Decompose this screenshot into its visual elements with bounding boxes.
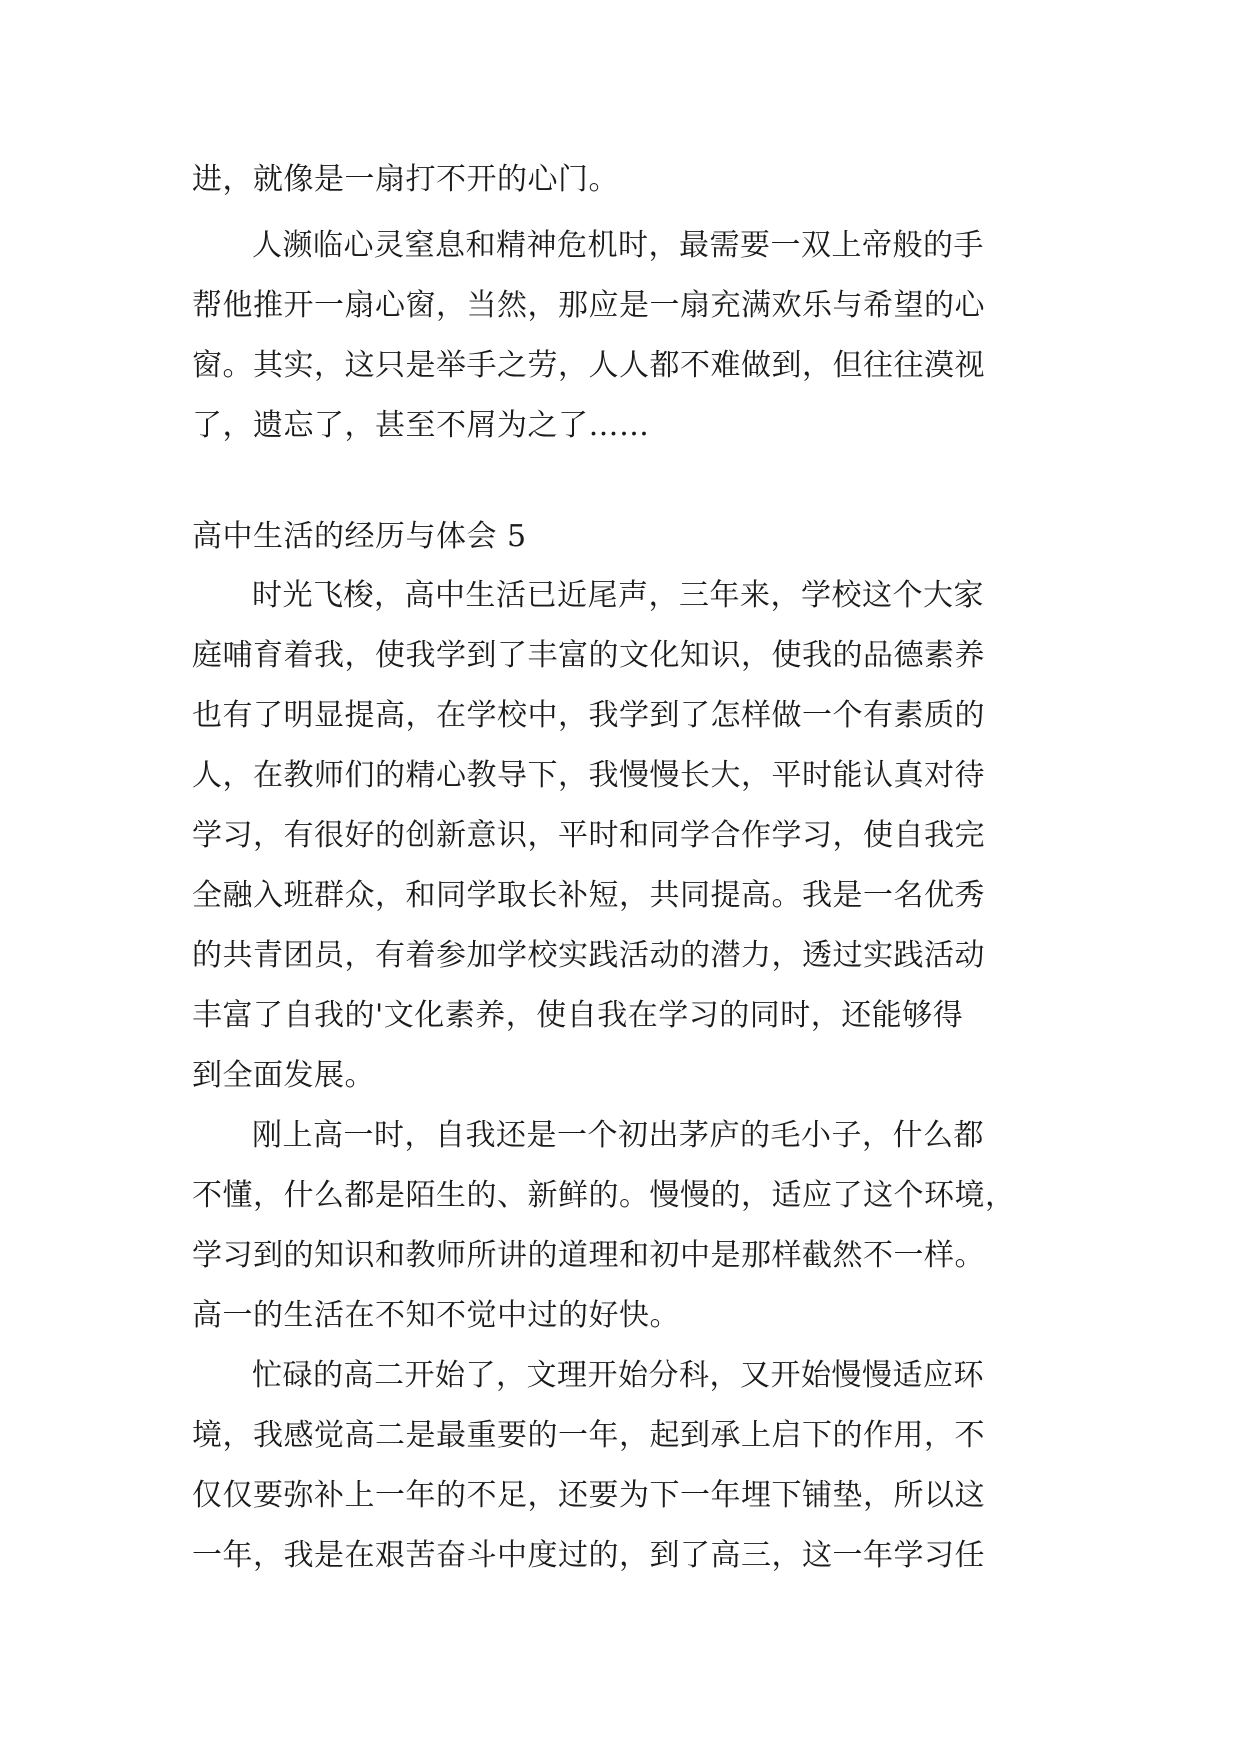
text-line: 进，就像是一扇打不开的心门。 — [192, 162, 619, 197]
paragraph-start: 人濒临心灵窒息和精神危机时，最需要一双上帝般的手 — [252, 228, 984, 263]
text-line: 学习到的知识和教师所讲的道理和初中是那样截然不一样。 — [192, 1238, 985, 1273]
text-line: 不懂，什么都是陌生的、新鲜的。慢慢的，适应了这个环境， — [192, 1178, 1016, 1213]
text-line: 学习，有很好的创新意识，平时和同学合作学习，使自我完 — [192, 818, 985, 853]
section-heading: 高中生活的经历与体会 5 — [192, 519, 527, 554]
text-line: 到全面发展。 — [192, 1058, 375, 1093]
paragraph-start: 忙碌的高二开始了，文理开始分科，又开始慢慢适应环 — [252, 1358, 984, 1393]
text-line: 丰富了自我的'文化素养，使自我在学习的同时，还能够得 — [192, 998, 964, 1033]
text-line: 全融入班群众，和同学取长补短，共同提高。我是一名优秀 — [192, 878, 985, 913]
text-line: 人，在教师们的精心教导下，我慢慢长大，平时能认真对待 — [192, 758, 985, 793]
text-line: 窗。其实，这只是举手之劳，人人都不难做到，但往往漠视 — [192, 348, 985, 383]
text-line: 也有了明显提高，在学校中，我学到了怎样做一个有素质的 — [192, 698, 985, 733]
text-line: 庭哺育着我，使我学到了丰富的文化知识，使我的品德素养 — [192, 638, 985, 673]
text-line: 的共青团员，有着参加学校实践活动的潜力，透过实践活动 — [192, 938, 985, 973]
text-line: 仅仅要弥补上一年的不足，还要为下一年埋下铺垫，所以这 — [192, 1478, 985, 1513]
text-line: 帮他推开一扇心窗，当然，那应是一扇充满欢乐与希望的心 — [192, 288, 985, 323]
text-line: 高一的生活在不知不觉中过的好快。 — [192, 1298, 680, 1333]
text-line: 一年，我是在艰苦奋斗中度过的，到了高三，这一年学习任 — [192, 1538, 985, 1573]
paragraph-start: 时光飞梭，高中生活已近尾声，三年来，学校这个大家 — [252, 578, 984, 613]
text-line: 境，我感觉高二是最重要的一年，起到承上启下的作用，不 — [192, 1418, 985, 1453]
text-line: 了，遗忘了，甚至不屑为之了…… — [192, 408, 650, 443]
paragraph-start: 刚上高一时，自我还是一个初出茅庐的毛小子，什么都 — [252, 1118, 984, 1153]
